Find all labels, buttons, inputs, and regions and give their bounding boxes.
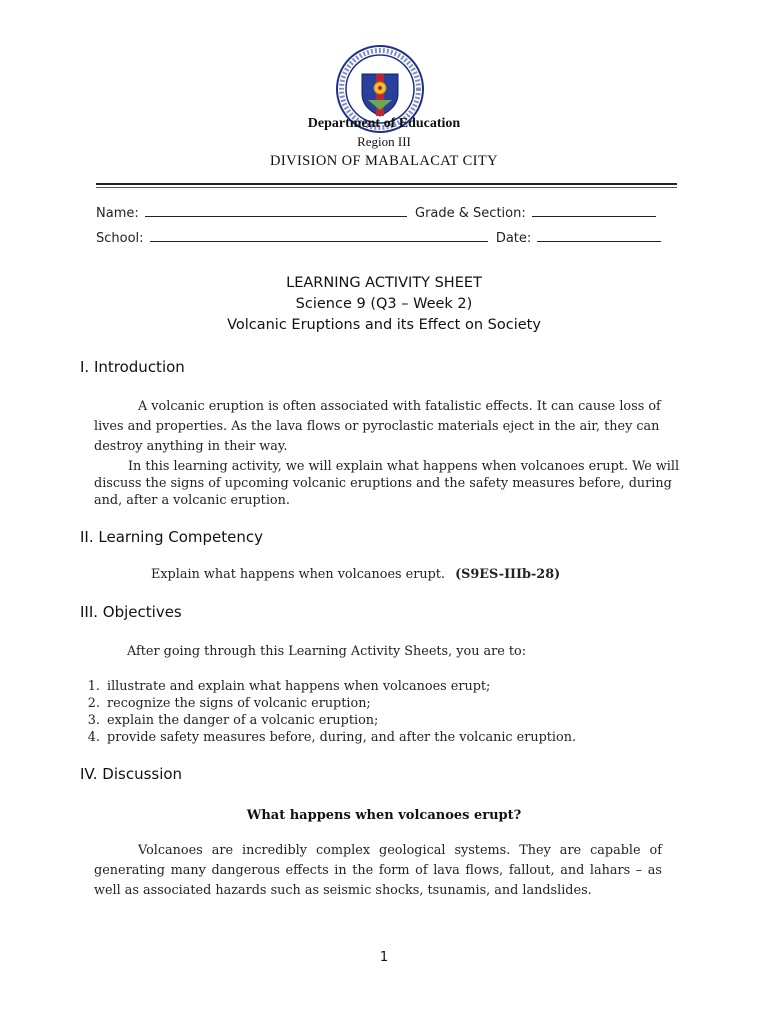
name-label: Name: [96,206,139,221]
competency-heading: II. Learning Competency [80,528,264,546]
header-divider [96,183,677,185]
introduction-paragraph-2: In this learning activity, we will explain what happens when volcanoes erupt. We will discuss the signs of upcoming volcanic eruptions and the safety measures before, during and, after a volcanic eruption. [94,459,680,508]
objectives-list [80,678,690,746]
sheet-subject: Science 9 (Q3 – Week 2) [295,296,473,312]
objective-item: 4. provide safety measures before, during, and after the volcanic eruption. [104,729,690,746]
competency-text: Explain what happens when volcanoes erupt. [151,567,446,582]
discussion-heading: IV. Discussion [80,765,183,783]
region-name: Region III [357,134,411,149]
discussion-subheading: What happens when volcanoes erupt? [246,808,522,823]
sheet-title: LEARNING ACTIVITY SHEET [286,275,482,291]
introduction-heading: I. Introduction [80,358,185,376]
name-input-line[interactable] [145,216,407,217]
department-name: Department of Education [307,116,461,131]
grade-section-label: Grade & Section: [415,206,526,221]
objective-item: 3. explain the danger of a volcanic eruption; [104,712,690,729]
division-name: DIVISION OF MABALACAT CITY [269,153,499,169]
grade-section-input-line[interactable] [532,216,656,217]
page-number: 1 [379,950,389,965]
date-label: Date: [495,231,532,246]
competency-statement [151,565,560,585]
objective-item: 2. recognize the signs of volcanic eruption; [104,695,690,712]
name-field-row [96,206,656,221]
school-label: School: [96,231,144,246]
competency-code: (S9ES-IIIb-28) [455,567,561,582]
objectives-heading: III. Objectives [80,603,182,621]
sheet-topic: Volcanic Eruptions and its Effect on Society [227,317,541,333]
objective-item: 1. illustrate and explain what happens when volcanoes erupt; [104,678,690,695]
introduction-paragraph-1: A volcanic eruption is often associated with fatalistic effects. It can cause loss of lives and properties. As the lava flows or pyroclastic materials eject in the air, they can destroy anything in their way. [94,399,661,454]
discussion-paragraph-1: Volcanoes are incredibly complex geological systems. They are capable of generating many dangerous effects in the form of lava flows, fallout, and lahars – as well as associated hazards such as seismic shocks, tsunamis, and landslides. [94,843,662,898]
school-field-row [96,231,661,246]
school-input-line[interactable] [150,241,488,242]
header-divider-thin [96,187,677,188]
date-input-line[interactable] [537,241,661,242]
objectives-intro: After going through this Learning Activity Sheets, you are to: [127,644,527,659]
